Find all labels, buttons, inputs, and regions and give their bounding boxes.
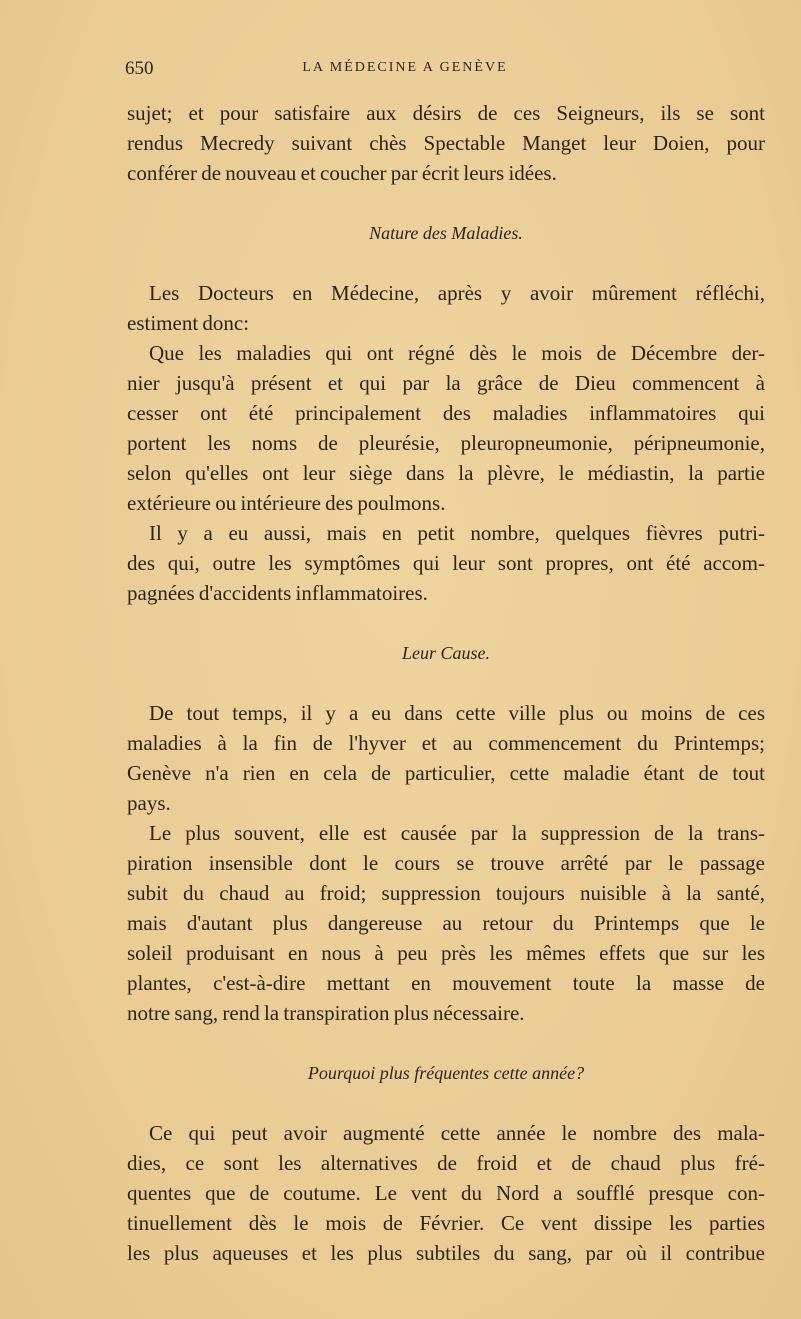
section-heading: Pourquoi plus fréquentes cette année? bbox=[307, 1063, 585, 1083]
text-line: plantes, c'est-à-dire mettant en mouvement toute la masse de bbox=[127, 971, 765, 995]
text-line: Il y a eu aussi, mais en petit nombre, quelques fièvres putri- bbox=[149, 521, 765, 545]
paragraph bbox=[127, 518, 765, 608]
text-line: nier jusqu'à présent et qui par la grâce de Dieu commencent à bbox=[127, 371, 765, 395]
text-line: subit du chaud au froid; suppression toujours nuisible à la santé, bbox=[127, 881, 765, 905]
text-line: Le plus souvent, elle est causée par la suppression de la trans- bbox=[149, 821, 765, 845]
text-line: notre sang, rend la transpiration plus nécessaire. bbox=[127, 1001, 525, 1025]
paragraph bbox=[127, 278, 765, 338]
text-line: Les Docteurs en Médecine, après y avoir mûrement réfléchi, bbox=[149, 281, 765, 305]
text-line: pagnées d'accidents inflammatoires. bbox=[127, 581, 428, 605]
page-number: 650 bbox=[125, 58, 154, 79]
text-line: mais d'autant plus dangereuse au retour du Printemps que le bbox=[127, 911, 765, 935]
paragraph bbox=[127, 698, 765, 818]
text-line: tinuellement dès le mois de Février. Ce vent dissipe les parties bbox=[127, 1211, 765, 1235]
running-title: LA MÉDECINE A GENÈVE bbox=[302, 60, 508, 75]
text-line: Que les maladies qui ont régné dès le mois de Décembre der- bbox=[149, 341, 765, 365]
section-heading: Nature des Maladies. bbox=[369, 223, 523, 243]
running-header bbox=[125, 58, 765, 84]
text-line: estiment donc: bbox=[127, 311, 250, 335]
text-line: sujet; et pour satisfaire aux désirs de ces Seigneurs, ils se sont bbox=[127, 101, 765, 125]
text-line: des qui, outre les symptômes qui leur sont propres, ont été accom- bbox=[127, 551, 765, 575]
section-heading: Leur Cause. bbox=[401, 643, 490, 663]
text-line: extérieure ou intérieure des poulmons. bbox=[127, 491, 446, 515]
text-line: pays. bbox=[127, 791, 171, 815]
text-line: De tout temps, il y a eu dans cette ville plus ou moins de ces bbox=[149, 701, 765, 725]
text-line: Ce qui peut avoir augmenté cette année le nombre des mala- bbox=[149, 1121, 765, 1145]
text-line: portent les noms de pleurésie, pleuropneumonie, péripneumonie, bbox=[127, 431, 765, 455]
text-line: quentes que de coutume. Le vent du Nord a soufflé presque con- bbox=[127, 1181, 765, 1205]
text-line: Genève n'a rien en cela de particulier, cette maladie étant de tout bbox=[127, 761, 765, 785]
text-line: les plus aqueuses et les plus subtiles du sang, par où il contribue bbox=[127, 1241, 765, 1265]
text-line: soleil produisant en nous à peu près les mêmes effets que sur les bbox=[127, 941, 765, 965]
paragraph bbox=[127, 338, 765, 518]
text-line: rendus Mecredy suivant chès Spectable Manget leur Doien, pour bbox=[127, 131, 765, 155]
text-line: maladies à la fin de l'hyver et au commencement du Printemps; bbox=[127, 731, 765, 755]
text-line: dies, ce sont les alternatives de froid et de chaud plus fré- bbox=[127, 1151, 765, 1175]
paragraph bbox=[127, 98, 765, 188]
page-body bbox=[127, 98, 765, 1268]
text-line: selon qu'elles ont leur siège dans la plèvre, le médiastin, la partie bbox=[127, 461, 765, 485]
paragraph bbox=[127, 818, 765, 1028]
text-line: piration insensible dont le cours se trouve arrêté par le passage bbox=[127, 851, 765, 875]
text-line: conférer de nouveau et coucher par écrit leurs idées. bbox=[127, 161, 557, 185]
paragraph bbox=[127, 1118, 765, 1268]
text-line: cesser ont été principalement des maladies inflammatoires qui bbox=[127, 401, 765, 425]
